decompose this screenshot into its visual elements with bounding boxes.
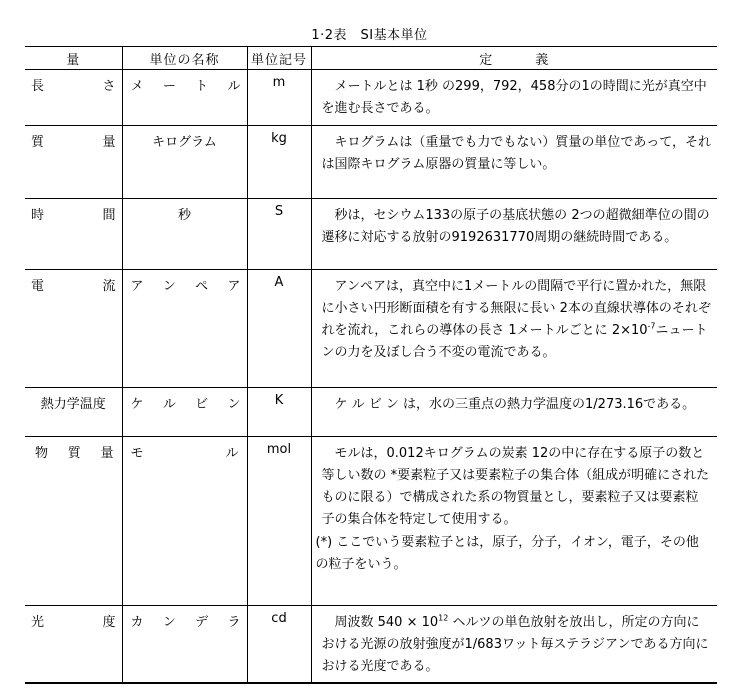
definition-cell	[311, 269, 717, 387]
text-fragment: キログラムは（重量でも力でもない）質量の単位であって，それは国際キログラム原器の質量に等しい。	[321, 134, 711, 172]
text-fragment: ア	[227, 278, 241, 294]
text-fragment: 時	[31, 207, 45, 223]
text-fragment: 周波数 540 × 10	[334, 614, 439, 630]
text-fragment: ル	[225, 445, 239, 461]
text-fragment: ケ ル ビ ン は，水の三重点の熱力学温度の1/273.16である。	[334, 396, 696, 412]
text-fragment: ニュートンの力を及ぼし合う不変の電流である。	[321, 323, 708, 361]
text-fragment: 長	[31, 79, 45, 94]
text-fragment: 量	[100, 445, 114, 461]
quantity-cell	[25, 605, 122, 683]
quantity-cell	[25, 70, 122, 126]
text-fragment: ル	[162, 396, 176, 412]
table-row	[25, 269, 717, 387]
text-fragment: ラ	[227, 614, 241, 630]
header-row	[25, 47, 717, 70]
symbol-cell: S	[247, 198, 311, 269]
header-definition: 定 義	[311, 47, 717, 70]
text-fragment: ト	[195, 79, 209, 94]
text-fragment: 秒は，セシウム133の原子の基底状態の 2つの超微細準位の間の遷移に対応する放射の9192631770周期の継続時間である。	[321, 207, 710, 245]
text-fragment: モ	[130, 445, 144, 461]
text-fragment: ル	[227, 79, 241, 94]
header-symbol: 単位記号	[247, 47, 311, 70]
definition-cell	[311, 125, 717, 198]
text-fragment: 流	[102, 278, 116, 294]
table-row	[25, 125, 717, 198]
text-fragment: デ	[195, 614, 209, 630]
text-fragment: さ	[102, 79, 116, 94]
quantity-cell	[25, 269, 122, 387]
text-fragment: 質	[31, 134, 45, 150]
quantity-cell	[25, 436, 122, 605]
text-fragment: 光	[31, 614, 45, 630]
text-fragment: ペ	[195, 278, 209, 294]
text-fragment: ン	[227, 396, 241, 412]
unit-name-cell	[122, 387, 247, 436]
text-fragment: ー	[162, 79, 176, 94]
symbol-cell: cd	[247, 605, 311, 683]
si-base-units-table	[25, 46, 717, 684]
table-caption: 1·2表 SI基本単位	[311, 28, 428, 43]
unit-name-cell: 秒	[122, 198, 247, 269]
symbol-cell: K	[247, 387, 311, 436]
header-unit-name: 単位の名称	[122, 47, 247, 70]
text-fragment: 電	[31, 278, 45, 294]
table-row	[25, 387, 717, 436]
text-fragment: ン	[162, 278, 176, 294]
text-fragment: メ	[130, 79, 144, 94]
quantity-cell	[25, 198, 122, 269]
definition-cell	[311, 605, 717, 683]
text-fragment: ヘルツの単色放射を放出し，所定の方向における光源の放射強度が1/683ワット毎ステラジアンである方向における光度である。	[321, 614, 709, 675]
text-fragment: 質	[67, 445, 81, 461]
quantity-cell	[25, 125, 122, 198]
text-fragment: 量	[102, 134, 116, 150]
table-row	[25, 70, 717, 126]
symbol-cell: A	[247, 269, 311, 387]
unit-name-cell	[122, 70, 247, 126]
text-fragment: ケ	[130, 396, 144, 412]
text-fragment: メートルとは 1秒 の299，792，458分の1の時間に光が真空中を進む長さである。	[321, 79, 707, 117]
text-fragment: 間	[102, 207, 116, 223]
definition-cell	[311, 436, 717, 605]
text-fragment: -7	[647, 321, 656, 331]
text-fragment: カ	[130, 614, 144, 630]
text-fragment: 物	[35, 445, 49, 461]
text-fragment: 12	[438, 613, 449, 623]
symbol-cell: kg	[247, 125, 311, 198]
text-fragment: ン	[162, 614, 176, 630]
unit-name-cell: キログラム	[122, 125, 247, 198]
definition-cell	[311, 198, 717, 269]
unit-name-cell	[122, 436, 247, 605]
text-fragment: モルは，0.012キログラムの炭素 12の中に存在する原子の数と等しい数の *要素粒子又は要素粒子の集合体（組成が明確にされたものに限る）で構成された系の物質量とし，要素粒子又は要素粒子の集合体を特定して使用する。	[321, 445, 710, 528]
table-row	[25, 605, 717, 683]
table-row	[25, 198, 717, 269]
text-fragment: ア	[130, 278, 144, 294]
header-quantity: 量	[25, 47, 122, 70]
text-fragment: アンペアは，真空中に1メートルの間隔で平行に置かれた，無限に小さい円形断面積を有する無限に長い 2本の直線状導体のそれぞれを流れ，これらの導体の長さ 1メートルごとに 2×10	[321, 278, 711, 339]
symbol-cell: m	[247, 70, 311, 126]
text-fragment: ビ	[195, 396, 209, 412]
table-row	[25, 436, 717, 605]
definition-cell	[311, 70, 717, 126]
text-fragment: 度	[102, 614, 116, 630]
unit-name-cell	[122, 605, 247, 683]
definition-cell	[311, 387, 717, 436]
quantity-cell: 熱力学温度	[25, 387, 122, 436]
unit-name-cell	[122, 269, 247, 387]
footnote: (*) ここでいう要素粒子とは，原子，分子，イオン，電子，その他の粒子をいう。	[315, 534, 699, 573]
symbol-cell: mol	[247, 436, 311, 605]
